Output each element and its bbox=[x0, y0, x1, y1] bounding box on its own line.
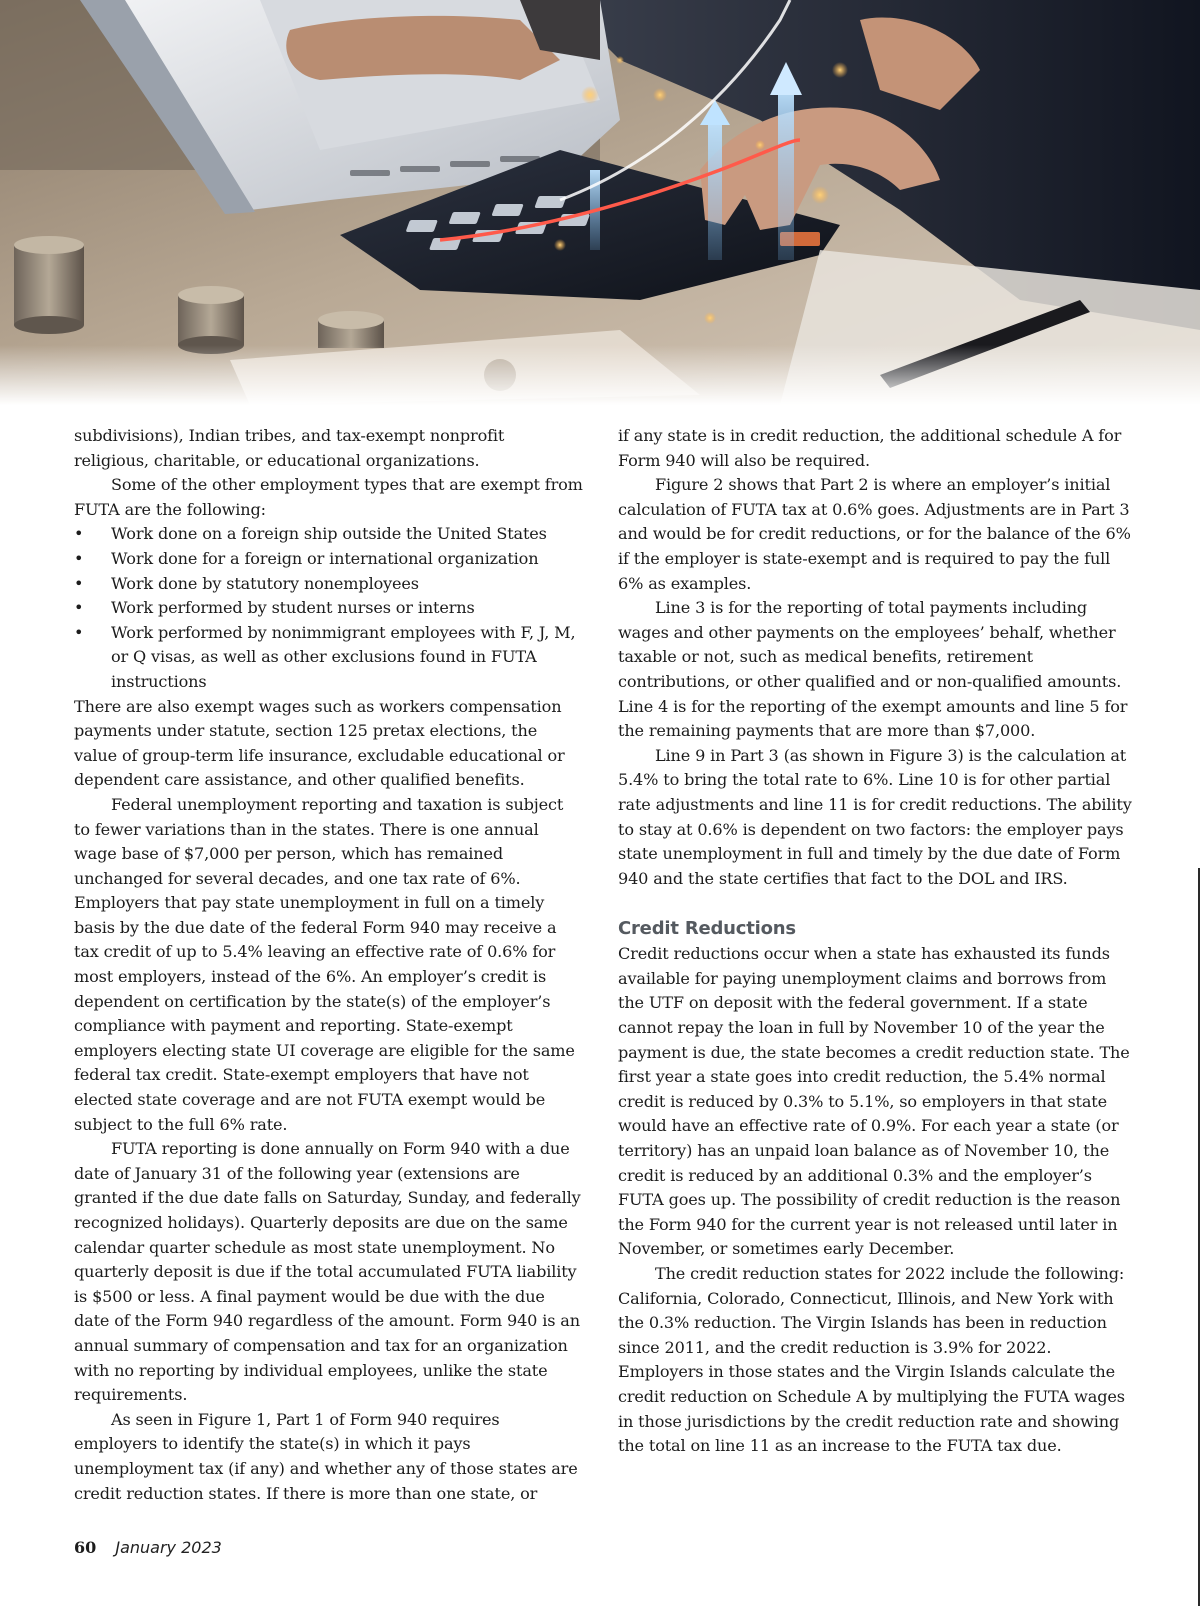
list-item-text: Work performed by nonimmigrant employees with F, J, M, or Q visas, as well as other exclusions found in FUTA instructions bbox=[111, 622, 576, 691]
list-item bbox=[74, 621, 584, 695]
exempt-employment-list bbox=[74, 522, 584, 694]
paragraph: Federal unemployment reporting and taxation is subject to fewer variations than in the states. There is one annual wage base of $7,000 per person, which has remained unchanged for several decades, and one tax rate of 6%. Employers that pay state unemployment in full on a timely basis by the due date of the federal Form 940 may receive a tax credit of up to 5.4% leaving an effective rate of 0.6% for most employers, instead of the 6%. An employer’s credit is dependent on certification by the state(s) of the employer’s compliance with payment and reporting. State-exempt employers electing state UI coverage are eligible for the same federal tax credit. State-exempt employers that have not elected state coverage and are not FUTA exempt would be subject to the full 6% rate. bbox=[74, 794, 575, 1134]
paragraph: Figure 2 shows that Part 2 is where an employer’s initial calculation of FUTA tax at 0.6% goes. Adjustments are in Part 3 and would be for credit reductions, or for the balance of the 6% if the employer is state-exempt and is required to pay the full 6% as examples. bbox=[618, 475, 1131, 593]
list-item-text: Work performed by student nurses or interns bbox=[111, 598, 475, 618]
list-item bbox=[74, 547, 584, 572]
hands-calculator-laptop-coins-growth-arrows-photo-icon bbox=[0, 0, 1200, 405]
paragraph: Credit reductions occur when a state has exhausted its funds available for paying unemployment claims and borrows from the UTF on deposit with the federal government. If a state cannot repay the loan in full by November 10 of the year the payment is due, the state becomes a credit reduction state. The first year a state goes into credit reduction, the 5.4% normal credit is reduced by 0.3% to 5.1%, so employers in that state would have an effective rate of 0.9%. For each year a state (or territory) has an unpaid loan balance as of November 10, the credit is reduced by an additional 0.3% and the employer’s FUTA goes up. The possibility of credit reduction is the reason the Form 940 for the current year is not released until later in November, or sometimes early December. bbox=[618, 944, 1130, 1259]
paragraph: FUTA reporting is done annually on Form 940 with a due date of January 31 of the following year (extensions are granted if the due date falls on Saturday, Sunday, and federally recognized holidays). Quarterly deposits are due on the same calendar quarter schedule as most state unemployment. No quarterly deposit is due if the total accumulated FUTA liability is $500 or less. A final payment would be due with the due date of the Form 940 regardless of the amount. Form 940 is an annual summary of compensation and tax for an organization with no reporting by individual employees, unlike the state requirements. bbox=[74, 1139, 581, 1405]
bullet-icon: • bbox=[74, 598, 84, 618]
page-footer bbox=[74, 1538, 222, 1557]
list-item-text: Work done by statutory nonemployees bbox=[111, 573, 419, 593]
bullet-icon: • bbox=[74, 573, 84, 593]
page-number: 60 bbox=[74, 1538, 97, 1557]
list-item bbox=[74, 522, 584, 547]
paragraph: There are also exempt wages such as workers compensation payments under statute, section 125 pretax elections, the value of group-term life insurance, excludable educational or dependent care assistance, and other qualified benefits. bbox=[74, 696, 565, 790]
list-item-text: Work done for a foreign or international organization bbox=[111, 548, 539, 568]
paragraph: Some of the other employment types that are exempt from FUTA are the following: bbox=[74, 475, 583, 519]
paragraph: if any state is in credit reduction, the additional schedule A for Form 940 will also be required. bbox=[618, 426, 1122, 470]
hero-photo bbox=[0, 0, 1200, 405]
list-item bbox=[74, 596, 584, 621]
bullet-icon: • bbox=[74, 524, 84, 544]
paragraph: subdivisions), Indian tribes, and tax-exempt nonprofit religious, charitable, or educational organizations. bbox=[74, 426, 505, 470]
bullet-icon: • bbox=[74, 622, 84, 642]
section-heading: Credit Reductions bbox=[618, 918, 796, 940]
issue-date: January 2023 bbox=[115, 1538, 222, 1557]
bullet-icon: • bbox=[74, 548, 84, 568]
paragraph: As seen in Figure 1, Part 1 of Form 940 requires employers to identify the state(s) in which it pays unemployment tax (if any) and whether any of those states are credit reduction states. If there is more than one state, or bbox=[74, 1409, 578, 1503]
list-item-text: Work done on a foreign ship outside the United States bbox=[111, 524, 547, 544]
left-column bbox=[74, 424, 584, 1506]
paragraph: Line 9 in Part 3 (as shown in Figure 3) is the calculation at 5.4% to bring the total rate to 6%. Line 10 is for other partial rate adjustments and line 11 is for credit reductions. The ability to stay at 0.6% is dependent on two factors: the employer pays state unemployment in full and timely by the due date of Form 940 and the state certifies that fact to the DOL and IRS. bbox=[618, 745, 1132, 888]
list-item bbox=[74, 572, 584, 597]
right-column bbox=[618, 424, 1132, 1459]
paragraph: The credit reduction states for 2022 include the following: California, Colorado, Connecticut, Illinois, and New York with the 0.3% reduction. The Virgin Islands has been in reduction since 2011, and the credit reduction is 3.9% for 2022. Employers in those states and the Virgin Islands calculate the credit reduction on Schedule A by multiplying the FUTA wages in those jurisdictions by the credit reduction rate and showing the total on line 11 as an increase to the FUTA tax due. bbox=[618, 1264, 1125, 1456]
paragraph: Line 3 is for the reporting of total payments including wages and other payments on the employees’ behalf, whether taxable or not, such as medical benefits, retirement contributions, or other qualified and or non-qualified amounts. Line 4 is for the reporting of the exempt amounts and line 5 for the remaining payments that are more than $7,000. bbox=[618, 598, 1128, 741]
